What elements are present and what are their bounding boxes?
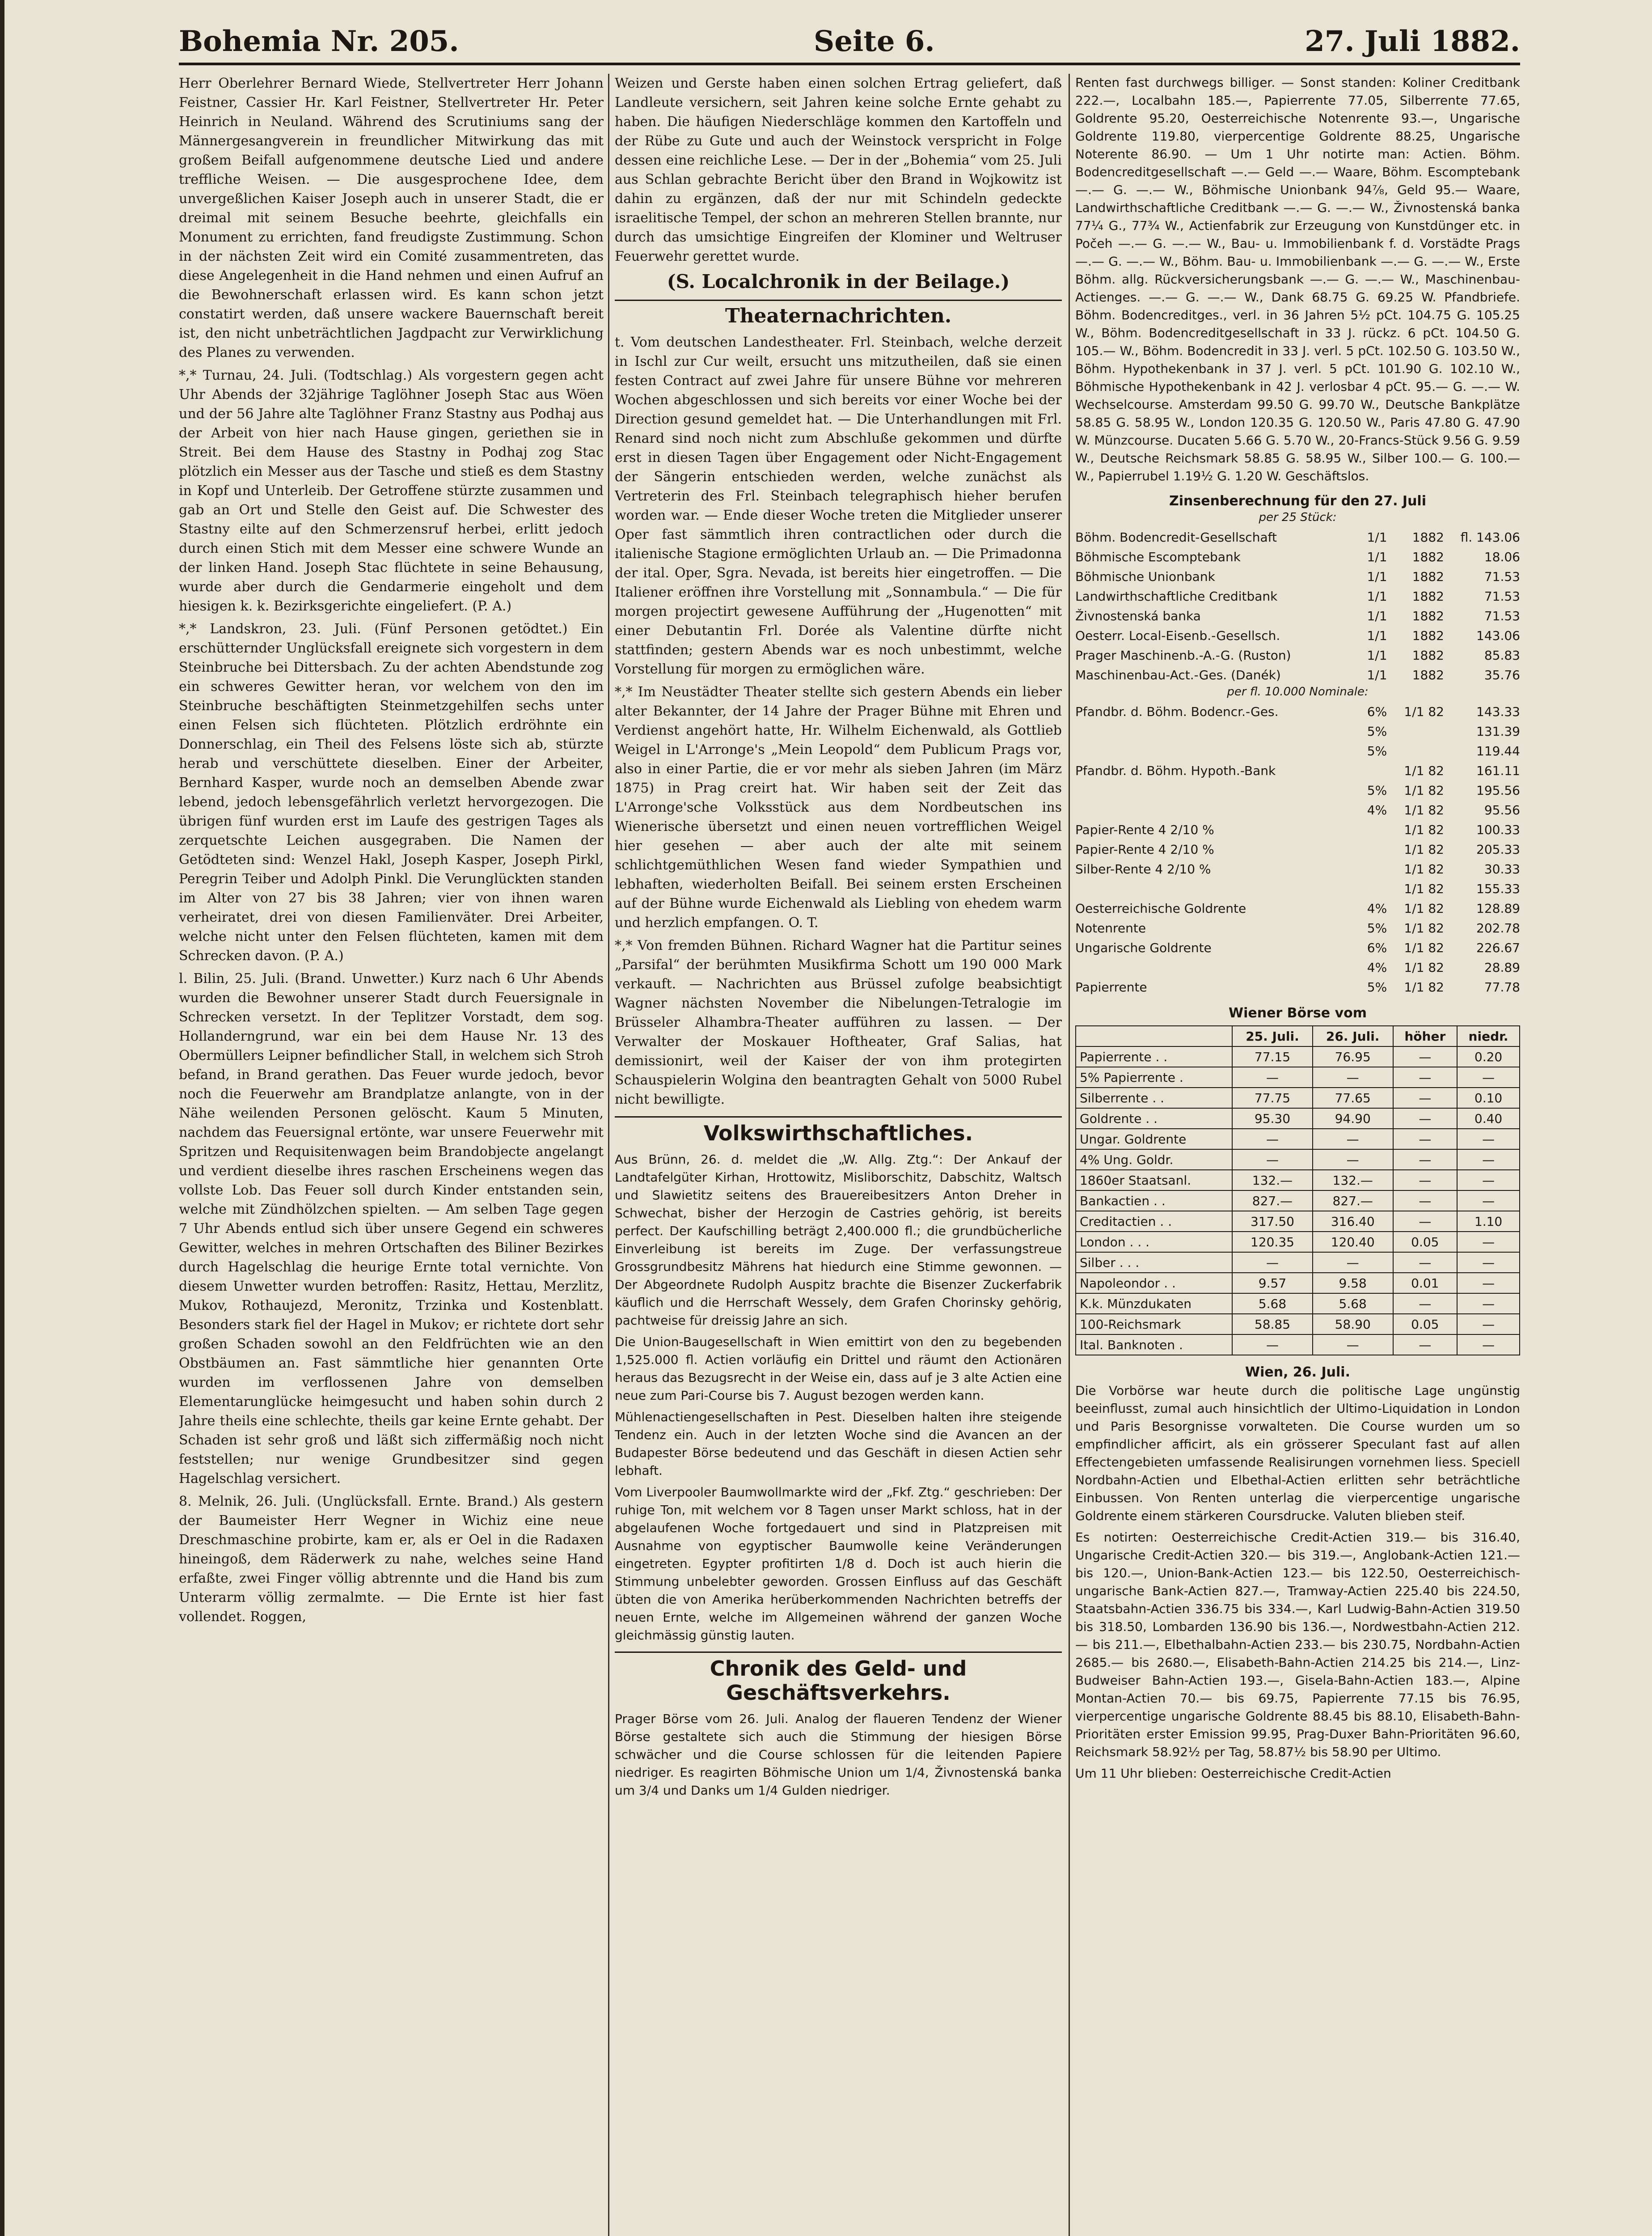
article-muehlenactien: Mühlenactiengesellschaften in Pest. Dieselben halten ihre steigende Tendenz ein. Auch in der letzten Woche sind die Avancen an der Budapester Börse bedeutend und das Geschäft in diesen Actien sehr lebhaft. bbox=[615, 1410, 1062, 1478]
article-paragraph: Weizen und Gerste haben einen solchen Ertrag geliefert, daß Landleute versichern, seit Jahren keine solche Ernte gehabt zu haben. Die häufigen Niederschläge kommen den Kartoffeln und der Rübe zu Gute und auch der Weinstock verspricht in Folge dessen eine reichliche Lese. — Der in der „Bohemia“ vom 25. Juli aus Schlan gebrachte Bericht über den Brand in Wojkowitz ist dahin zu ergänzen, daß der nur mit Schindeln gedeckte israelitische Tempel, der schon an mehreren Stellen brannte, nur durch das umsichtige Eingreifen der Klominer und Weltruser Feuerwehr gerettet wurde. bbox=[615, 76, 1062, 264]
interest-name: Ungarische Goldrente bbox=[1075, 940, 1212, 955]
interest-row bbox=[1075, 938, 1520, 958]
interest-fraction: 1/1 bbox=[1367, 628, 1387, 643]
boerse-row bbox=[1076, 1252, 1520, 1273]
beilage-note: (S. Localchronik in der Beilage.) bbox=[667, 271, 1010, 292]
interest-name: Silber-Rente 4 2/10 % bbox=[1075, 862, 1211, 877]
boerse-value: — bbox=[1457, 1149, 1520, 1170]
interest-fraction: 5% bbox=[1367, 783, 1387, 798]
wien-paragraph: Um 11 Uhr blieben: Oesterreichische Credit-Actien bbox=[1075, 1766, 1391, 1781]
boerse-value: 95.30 bbox=[1232, 1108, 1313, 1129]
boerse-security-name: K.k. Münzdukaten bbox=[1076, 1293, 1232, 1314]
column-1 bbox=[179, 74, 604, 2236]
interest-row bbox=[1075, 761, 1520, 781]
column-2 bbox=[615, 74, 1062, 2236]
interest-row bbox=[1075, 840, 1520, 860]
interest-row bbox=[1075, 781, 1520, 800]
interest-row bbox=[1075, 606, 1520, 626]
boerse-value: — bbox=[1393, 1170, 1458, 1190]
boerse-value: — bbox=[1313, 1067, 1393, 1088]
section-economy-heading: Volkswirthschaftliches. bbox=[615, 1116, 1062, 1145]
interest-fraction: 1/1 bbox=[1367, 530, 1387, 545]
boerse-value: 120.35 bbox=[1232, 1232, 1313, 1252]
boerse-security-name: Bankactien . . bbox=[1076, 1190, 1232, 1211]
interest-fraction: 5% bbox=[1367, 724, 1387, 739]
interest-year: 1/1 82 bbox=[1404, 901, 1444, 916]
interest-name bbox=[1075, 800, 1364, 820]
boerse-value: 132.— bbox=[1232, 1170, 1313, 1190]
boerse-row bbox=[1076, 1314, 1520, 1334]
boerse-value: 316.40 bbox=[1313, 1211, 1393, 1232]
boerse-row bbox=[1076, 1046, 1520, 1067]
interest-value: 18.06 bbox=[1484, 550, 1520, 564]
interest-year: 1882 bbox=[1412, 550, 1444, 564]
interest-name: Papierrente bbox=[1075, 980, 1147, 995]
boerse-security-name: Creditactien . . bbox=[1076, 1211, 1232, 1232]
interest-row bbox=[1075, 899, 1520, 919]
interest-fraction: 1/1 bbox=[1367, 668, 1387, 682]
boerse-security-name: Silber . . . bbox=[1076, 1252, 1232, 1273]
interest-value: 35.76 bbox=[1484, 668, 1520, 682]
wien-report-heading: Wien, 26. Juli. bbox=[1245, 1364, 1350, 1380]
interest-row bbox=[1075, 567, 1520, 587]
boerse-value: — bbox=[1313, 1149, 1393, 1170]
boerse-security-name: London . . . bbox=[1076, 1232, 1232, 1252]
interest-year: 1882 bbox=[1412, 628, 1444, 643]
boerse-row bbox=[1076, 1334, 1520, 1355]
interest-row bbox=[1075, 665, 1520, 685]
boerse-value: 0.01 bbox=[1393, 1273, 1458, 1293]
page-header bbox=[179, 25, 1520, 67]
interest-year: 1/1 82 bbox=[1404, 822, 1444, 837]
boerse-row bbox=[1076, 1293, 1520, 1314]
boerse-column-header: 25. Juli. bbox=[1232, 1026, 1313, 1046]
boerse-value: — bbox=[1457, 1067, 1520, 1088]
interest-row bbox=[1075, 702, 1520, 722]
interest-name: Papier-Rente 4 2/10 % bbox=[1075, 822, 1214, 837]
boerse-value: 76.95 bbox=[1313, 1046, 1393, 1067]
boerse-value: — bbox=[1232, 1067, 1313, 1088]
interest-year: 1/1 82 bbox=[1404, 862, 1444, 877]
boerse-value: 9.57 bbox=[1232, 1273, 1313, 1293]
interest-row bbox=[1075, 646, 1520, 665]
article-landestheater: t. Vom deutschen Landestheater. Frl. Steinbach, welche derzeit in Ischl zur Cur weilt, ersucht uns mitzutheilen, daß sie einen festen Contract auf zwei Jahre für unsere Bühne vor mehreren Wochen abgeschlossen und sich bereits vor einer Woche bei der Direction gesund gemeldet hat. — Die Unterhandlungen mit Frl. Renard sind noch nicht zum Abschluße gekommen und dürfte erst in diesen Tagen über Engagement oder Nicht-Engagement der Sängerin entschieden werden, welche zunächst als Vertreterin des Frl. Steinbach telegraphisch hieher berufen worden war. — Ende dieser Woche treten die Mitglieder unserer Oper fast sämmtlich ihren contractlichen oder durch die italienische Stagione ermöglichten Urlaub an. — Die Primadonna der ital. Oper, Sgra. Nevada, ist bereits hier eingetroffen. — Die Italiener eröffnen ihre Vorstellung mit „Sonnambula.“ — Die für morgen projectirt gewesene Aufführung der „Hugenotten“ mit einer Debutantin Frl. Dorée als Valentine dürfte nicht stattfinden; gestern Abends war es noch unbestimmt, welche Vorstellung für morgen zu ermöglichen wäre. bbox=[615, 335, 1062, 677]
interest-value: 128.89 bbox=[1476, 901, 1520, 916]
interest-year: 1/1 82 bbox=[1404, 704, 1444, 719]
wien-paragraph: Es notirten: Oesterreichische Credit-Actien 319.— bis 316.40, Ungarische Credit-Actien 320.— bis 319.—, Anglobank-Actien 121.— bis 120.—, Union-Bank-Actien 123.— bis 122.50, Oesterreichisch-ungarische Bank-Actien 827.—, Tramway-Actien 225.40 bis 224.50, Staatsbahn-Actien 336.75 bis 334.—, Karl Ludwig-Bahn-Actien 319.50 bis 318.50, Lombarden 136.90 bis 136.—, Nordwestbahn-Actien 212.— bis 211.—, Elbethalbahn-Actien 233.— bis 230.75, Nordbahn-Actien 2685.— bis 2680.—, Elisabeth-Bahn-Actien 214.25 bis 214.—, Linz-Budweiser Bahn-Actien 193.—, Gisela-Bahn-Actien 183.—, Alpine Montan-Actien 70.— bis 69.75, Papierrente 77.15 bis 76.95, vierpercentige ungarische Goldrente 88.45 bis 88.10, Elisabeth-Bahn-Prioritäten erster Emission 99.95, Prag-Duxer Bahn-Prioritäten 96.60, Reichsmark 58.92½ per Tag, 58.87½ bis 58.90 per Ultimo. bbox=[1075, 1530, 1520, 1759]
boerse-row bbox=[1076, 1067, 1520, 1088]
interest-value: 28.89 bbox=[1484, 960, 1520, 975]
interest-year: 1/1 82 bbox=[1404, 881, 1444, 896]
article-bruenn: Aus Brünn, 26. d. meldet die „W. Allg. Ztg.“: Der Ankauf der Landtafelgüter Kirhan, Hrottowitz, Misliborschitz, Dabschitz, Waltsch und Slawietitz seitens des Brauereibesitzers Anton Dreher in Schwechat, bisher der Herzogin de Castries gehörig, ist bereits perfect. Der Kaufschilling beträgt 2,400.000 fl.; die grundbücherliche Einverleibung ist bereits im Zuge. Der verfassungstreue Grossgrundbesitz Mährens hat hiedurch eine Stimme gewonnen. — Der Abgeordnete Rudolph Auspitz brachte die Bisenzer Zuckerfabrik käuflich und die Herrschaft Wessely, dem Grafen Chorinsky gehörig, pachtweise für dreissig Jahre an sich. bbox=[615, 1152, 1062, 1328]
boerse-value: — bbox=[1313, 1252, 1393, 1273]
wien-paragraph: Die Vorbörse war heute durch die politische Lage ungünstig beeinflusst, zumal auch hinsichtlich der Ultimo-Liquidation in London und Paris Besorgnisse vorwalteten. Die Course wurden um so empfindlicher afficirt, als ein grösserer Speculant fast auf allen Effectengebieten umfassende Realisirungen vornehmen liess. Speciell Nordbahn-Actien und Elbethal-Actien erlitten sehr beträchtliche Einbussen. Von Renten unterlag die vierpercentige ungarische Goldrente einem stärkeren Coursdrucke. Valuten blieben steif. bbox=[1075, 1383, 1520, 1523]
interest-name: Landwirthschaftliche Creditbank bbox=[1075, 589, 1278, 604]
interest-name: Prager Maschinenb.-A.-G. (Ruston) bbox=[1075, 648, 1291, 663]
interest-row bbox=[1075, 978, 1520, 997]
boerse-value: — bbox=[1393, 1067, 1458, 1088]
boerse-value: 0.05 bbox=[1393, 1314, 1458, 1334]
boerse-value: 317.50 bbox=[1232, 1211, 1313, 1232]
interest-year: 1/1 82 bbox=[1404, 940, 1444, 955]
boerse-row bbox=[1076, 1088, 1520, 1108]
boerse-row bbox=[1076, 1190, 1520, 1211]
boerse-value: 827.— bbox=[1232, 1190, 1313, 1211]
boerse-value: 120.40 bbox=[1313, 1232, 1393, 1252]
interest-year: 1/1 82 bbox=[1404, 980, 1444, 995]
interest-row bbox=[1075, 800, 1520, 820]
boerse-value: — bbox=[1393, 1088, 1458, 1108]
boerse-value: — bbox=[1393, 1149, 1458, 1170]
interest-name bbox=[1075, 741, 1364, 761]
interest-year: 1882 bbox=[1412, 668, 1444, 682]
interest-table-subheading: per 25 Stück: bbox=[1259, 511, 1337, 524]
boerse-value: — bbox=[1393, 1129, 1458, 1149]
header-date: 27. Juli 1882. bbox=[1305, 25, 1520, 58]
interest-fraction: 4% bbox=[1367, 803, 1387, 817]
boerse-value: 5.68 bbox=[1232, 1293, 1313, 1314]
interest-row bbox=[1075, 547, 1520, 567]
section-theater-heading: Theaternachrichten. bbox=[615, 300, 1062, 327]
interest-row bbox=[1075, 626, 1520, 646]
interest-row bbox=[1075, 741, 1520, 761]
boerse-value: — bbox=[1393, 1293, 1458, 1314]
boerse-column-header: 26. Juli. bbox=[1313, 1026, 1393, 1046]
boerse-value: — bbox=[1232, 1252, 1313, 1273]
interest-value: 100.33 bbox=[1476, 822, 1520, 837]
interest-name: Oesterreichische Goldrente bbox=[1075, 901, 1246, 916]
interest-value: 95.56 bbox=[1484, 803, 1520, 817]
interest-fraction: 1/1 bbox=[1367, 550, 1387, 564]
interest-row bbox=[1075, 919, 1520, 938]
scan-edge bbox=[0, 0, 4, 2236]
interest-fraction: 1/1 bbox=[1367, 648, 1387, 663]
boerse-security-name: Ital. Banknoten . bbox=[1076, 1334, 1232, 1355]
boerse-value: 58.85 bbox=[1232, 1314, 1313, 1334]
interest-year: 1/1 82 bbox=[1404, 842, 1444, 857]
section-chronik-heading: Chronik des Geld- und Geschäftsverkehrs. bbox=[615, 1652, 1062, 1705]
interest-value: 195.56 bbox=[1476, 783, 1520, 798]
interest-name: Böhmische Escomptebank bbox=[1075, 550, 1241, 564]
article-melnik: 8. Melnik, 26. Juli. (Unglücksfall. Ernte. Brand.) Als gestern der Baumeister Herr Wegner in Wichiz eine neue Dreschmaschine probirte, kam er, als er Oel in die Radaxen hineingoß, dem Räderwerk zu nahe, welches seine Hand erfaßte, zwei Finger völlig abtrennte und die Hand bis zum Unterarm völlig zermalmte. — Die Ernte ist hier fast vollendet. Roggen, bbox=[179, 1494, 604, 1625]
boerse-row bbox=[1076, 1170, 1520, 1190]
column-3 bbox=[1075, 74, 1520, 2236]
economy-section bbox=[615, 1151, 1062, 1644]
boerse-value: — bbox=[1457, 1273, 1520, 1293]
interest-table-subheading: per fl. 10.000 Nominale: bbox=[1227, 685, 1369, 699]
article-prager-boerse: Prager Börse vom 26. Juli. Analog der flaueren Tendenz der Wiener Börse gestaltete sich auch die Stimmung der hiesigen Börse schwächer und die Course schlossen für die leitenden Papiere niedriger. Es reagirten Böhmische Union um 1/4, Živnostenská banka um 3/4 und Danks um 1/4 Gulden niedriger. bbox=[615, 1711, 1062, 1798]
interest-year: 1/1 82 bbox=[1404, 960, 1444, 975]
boerse-value: — bbox=[1393, 1108, 1458, 1129]
boerse-value: 0.05 bbox=[1393, 1232, 1458, 1252]
boerse-value: 1.10 bbox=[1457, 1211, 1520, 1232]
boerse-value: 58.90 bbox=[1313, 1314, 1393, 1334]
interest-row bbox=[1075, 879, 1520, 899]
boerse-value: 77.75 bbox=[1232, 1088, 1313, 1108]
interest-row bbox=[1075, 820, 1520, 840]
boerse-column-header bbox=[1076, 1026, 1232, 1046]
interest-row bbox=[1075, 587, 1520, 606]
interest-fraction: 1/1 bbox=[1367, 589, 1387, 604]
interest-fraction bbox=[1364, 879, 1390, 899]
boerse-value: — bbox=[1457, 1232, 1520, 1252]
interest-value: 77.78 bbox=[1484, 980, 1520, 995]
interest-fraction: 6% bbox=[1367, 704, 1387, 719]
boerse-value: 5.68 bbox=[1313, 1293, 1393, 1314]
wien-report bbox=[1075, 1382, 1520, 1783]
interest-year: 1882 bbox=[1412, 648, 1444, 663]
interest-value: 143.33 bbox=[1476, 704, 1520, 719]
interest-year: 1882 bbox=[1412, 609, 1444, 623]
interest-name: Maschinenbau-Act.-Ges. (Danék) bbox=[1075, 668, 1281, 682]
boerse-value: — bbox=[1232, 1334, 1313, 1355]
interest-year: 1/1 82 bbox=[1404, 921, 1444, 936]
boerse-value: — bbox=[1313, 1129, 1393, 1149]
boerse-value: — bbox=[1457, 1314, 1520, 1334]
interest-fraction bbox=[1364, 860, 1390, 879]
interest-value: 119.44 bbox=[1476, 744, 1520, 758]
boerse-value: — bbox=[1393, 1334, 1458, 1355]
market-paragraph: Renten fast durchwegs billiger. — Sonst standen: Koliner Creditbank 222.—, Localbahn 185.—, Papierrente 77.05, Silberrente 77.65, Goldrente 95.20, Oesterreichische Notenrente 93.—, Ungarische Goldrente 119.80, vierpercentige Goldrente 88.25, Ungarische Noterente 86.90. — Um 1 Uhr notirte man: Actien. Böhm. Bodencreditgesellschaft —.— Geld —.— Waare, Böhm. Escomptebank —.— G. —.— W., Böhmische Unionbank 94⅞, Geld 95.— Waare, Landwirthschaftliche Creditbank —.— G. —.— W., Živnostenská banka 77¼ G., 77¾ W., Actienfabrik zur Erzeugung von Kunstdünger etc. in Počeh —.— G. —.— W., Bau- u. Immobilienbank f. d. Vorstädte Prags —.— G. —.— W., Böhm. Bau- u. Immobilienbank —.— G. —.— W., Erste Böhm. allg. Rückversicherungsbank —.— G. —.— W., Maschinenbau-Actienges. —.— G. —.— W., Dank 68.75 G. 69.25 W. Pfandbriefe. Böhm. Bodencreditges., verl. in 36 Jahren 5½ pCt. 104.75 G. 105.25 W., Böhm. Bodencreditgesellschaft in 33 J. rückz. 6 pCt. 104.50 G. 105.— W., Böhm. Bodencredit in 33 J. verl. 5 pCt. 102.50 G. 103.50 W., Böhm. Hypothekenbank in 37 J. verl. 5 pCt. 101.90 G. 102.10 W., Böhmische Hypothekenbank in 42 J. verlosbar 4 pCt. 95.— G. —.— W. Wechselcourse. Amsterdam 99.50 G. 99.70 W., Deutsche Bankplätze 58.85 G. 58.95 W., London 120.35 G. 120.50 W., Paris 47.80 G. 47.90 W. Münzcourse. Ducaten 5.66 G. 5.70 W., 20-Francs-Stück 9.56 G. 9.59 W., Deutsche Reichsmark 58.85 G. 58.95 W., Silber 100.— G. 100.— W., Papierrubel 1.19½ G. 1.20 W. Geschäftslos. bbox=[1075, 75, 1520, 483]
boerse-value: — bbox=[1313, 1334, 1393, 1355]
article-bilin: l. Bilin, 25. Juli. (Brand. Unwetter.) Kurz nach 6 Uhr Abends wurden die Bewohner unserer Stadt durch Feuersignale in Schrecken versetzt. In der Teplitzer Vorstadt, dem sog. Hollanderngrund, war ein bei dem Hause Nr. 13 des Obermüllers Leipner befindlicher Stall, in welchem sich Stroh befand, in Brand gerathen. Das Feuer wurde jedoch, bevor noch die Feuerwehr am Brandplatze anlangte, von in der Nähe weilenden Personen gelöscht. Kaum 5 Minuten, nachdem das Feuersignal ertönte, war unsere Feuerwehr mit Spritzen und Requisitenwagen beim Brandobjecte angelangt und verdient dieselbe ihres raschen Erscheinens wegen das vollste Lob. Das Feuer soll durch Kinder entstanden sein, welche mit Zündhölzchen spielten. — Am selben Tage gegen 7 Uhr Abends entlud sich über unsere Gegend ein schweres Gewitter, welches in mehren Ortschaften des Biliner Bezirkes durch Hagelschlag die heurige Ernte total vernichte. Von diesem Unwetter wurden betroffen: Rasitz, Hettau, Merzlitz, Mukov, Rothaujezd, Meronitz, Trzinka und Kostenblatt. Besonders stark fiel der Hagel in Mukov; er richtete dort sehr großen Schaden sowohl an den Feldfrüchten wie an den Obstbäumen an. Fast sämmtliche hier genannten Orte wurden im verflossenen Jahre von demselben Elementarunglücke heimgesucht und haben sohin durch 2 Jahre theils eine schlechte, theils gar keine Ernte gehabt. Der Schaden ist sehr groß und läßt sich ziffermäßig noch nicht feststellen; nur wenige Grundbesitzer sind gegen Hagelschlag versichert. bbox=[179, 971, 604, 1486]
wiener-boerse-table bbox=[1075, 1025, 1520, 1355]
boerse-column-header: niedr. bbox=[1457, 1026, 1520, 1046]
interest-year: 1882 bbox=[1412, 569, 1444, 584]
boerse-security-name: Goldrente . . bbox=[1076, 1108, 1232, 1129]
boerse-security-name: Ungar. Goldrente bbox=[1076, 1129, 1232, 1149]
boerse-value: 0.20 bbox=[1457, 1046, 1520, 1067]
article-fremde-buehnen: *,* Von fremden Bühnen. Richard Wagner hat die Partitur seines „Parsifal“ der berühmten Musikfirma Schott um 190 000 Mark verkauft. — Nachrichten aus Brüssel zufolge beabsichtigt Wagner nächsten November die Nibelungen-Tetralogie im Brüsseler Alhambra-Theater aufführen zu lassen. — Der Verwalter der Moskauer Hoftheater, Graf Salias, hat demissionirt, weil der Kaiser der von ihm protegirten Schauspielerin Wolgina den beantragten Gehalt von 5000 Rubel nicht bewilligte. bbox=[615, 938, 1062, 1107]
interest-row bbox=[1075, 528, 1520, 547]
interest-value: fl. 143.06 bbox=[1460, 530, 1520, 545]
interest-name bbox=[1075, 958, 1364, 978]
interest-fraction bbox=[1364, 820, 1390, 840]
interest-value: 155.33 bbox=[1476, 881, 1520, 896]
interest-name: Oesterr. Local-Eisenb.-Gesellsch. bbox=[1075, 628, 1280, 643]
boerse-security-name: 100-Reichsmark bbox=[1076, 1314, 1232, 1334]
interest-value: 71.53 bbox=[1484, 589, 1520, 604]
wiener-boerse-heading: Wiener Börse vom bbox=[1228, 1005, 1367, 1021]
interest-name: Böhm. Bodencredit-Gesellschaft bbox=[1075, 530, 1277, 545]
boerse-security-name: Papierrente . . bbox=[1076, 1046, 1232, 1067]
interest-table-heading: Zinsenberechnung für den 27. Juli bbox=[1169, 493, 1426, 509]
boerse-security-name: Napoleondor . . bbox=[1076, 1273, 1232, 1293]
interest-value: 85.83 bbox=[1484, 648, 1520, 663]
interest-row bbox=[1075, 958, 1520, 978]
header-page-number: Seite 6. bbox=[814, 25, 935, 58]
boerse-value: 132.— bbox=[1313, 1170, 1393, 1190]
interest-table-shares bbox=[1075, 528, 1520, 685]
interest-row bbox=[1075, 860, 1520, 879]
column-divider bbox=[1069, 74, 1070, 2236]
boerse-value: — bbox=[1457, 1334, 1520, 1355]
interest-name: Notenrente bbox=[1075, 921, 1146, 936]
interest-table-bonds bbox=[1075, 702, 1520, 997]
market-report bbox=[1075, 74, 1520, 485]
interest-row bbox=[1075, 722, 1520, 741]
article-turnau: *,* Turnau, 24. Juli. (Todtschlag.) Als vorgestern gegen acht Uhr Abends der 32jährige Taglöhner Joseph Stac aus Wöen und der 56 Jahre alte Taglöhner Franz Stastny aus Podhaj aus der Arbeit von hier nach Hause gingen, geriethen sie in Streit. Bei dem Hause des Stastny in Podhaj zog Stac plötzlich ein Messer aus der Tasche und stieß es dem Stastny in Kopf und Unterleib. Der Getroffene stürzte zusammen und gab an Ort und Stelle den Geist auf. Die Schwester des Stastny eilte auf den Schmerzensruf herbei, erlitt jedoch durch einen Stich mit dem Messer eine schwere Wunde an der linken Hand. Joseph Stac flüchtete in seine Behausung, wurde aber durch die Gendarmerie eingeholt und dem hiesigen k. k. Bezirksgerichte eingeliefert. (P. A.) bbox=[179, 368, 604, 614]
header-issue: Bohemia Nr. 205. bbox=[179, 25, 459, 58]
boerse-row bbox=[1076, 1211, 1520, 1232]
boerse-value: 0.40 bbox=[1457, 1108, 1520, 1129]
interest-value: 143.06 bbox=[1476, 628, 1520, 643]
interest-year bbox=[1390, 741, 1444, 761]
article-neustaedter-theater: *,* Im Neustädter Theater stellte sich gestern Abends ein lieber alter Bekannter, der 14 Jahre der Prager Bühne mit Ehren und Verdienst angehört hatte, Hr. Wilhelm Eichenwald, als Gottlieb Weigel in L'Arronge's „Mein Leopold“ dem Publicum Prags vor, also in einer Partie, die er vor mehr als sieben Jahren (im März 1875) in Prag creirt hat. Wir haben seit der Zeit das L'Arronge'sche Volksstück aus dem Nordbeutschen ins Wienerische übersetzt und einen neuen vortrefflichen Weigel hier gesehen — aber auch der alte mit seinem schlichtgemüthlichen Wesen fand wieder Sympathien und lebhaften, wiederholten Beifall. Bei seinem ersten Erscheinen auf der Bühne wurde Eichenwald als Liebling von ehedem warm und herzlich empfangen. O. T. bbox=[615, 684, 1062, 931]
boerse-value: 0.10 bbox=[1457, 1088, 1520, 1108]
header-rule bbox=[179, 63, 1520, 65]
interest-name: Böhmische Unionbank bbox=[1075, 569, 1215, 584]
boerse-security-name: 1860er Staatsanl. bbox=[1076, 1170, 1232, 1190]
boerse-security-name: 4% Ung. Goldr. bbox=[1076, 1149, 1232, 1170]
interest-fraction bbox=[1364, 761, 1390, 781]
boerse-row bbox=[1076, 1273, 1520, 1293]
boerse-value: — bbox=[1393, 1046, 1458, 1067]
boerse-security-name: Silberrente . . bbox=[1076, 1088, 1232, 1108]
interest-fraction: 5% bbox=[1367, 744, 1387, 758]
boerse-value: 77.15 bbox=[1232, 1046, 1313, 1067]
boerse-value: — bbox=[1457, 1129, 1520, 1149]
interest-year: 1/1 82 bbox=[1404, 803, 1444, 817]
interest-fraction: 4% bbox=[1367, 901, 1387, 916]
interest-year bbox=[1390, 722, 1444, 741]
interest-fraction: 4% bbox=[1367, 960, 1387, 975]
boerse-value: 77.65 bbox=[1313, 1088, 1393, 1108]
boerse-value: — bbox=[1393, 1211, 1458, 1232]
boerse-column-header: höher bbox=[1393, 1026, 1458, 1046]
interest-name bbox=[1075, 781, 1364, 800]
interest-name bbox=[1075, 722, 1364, 741]
interest-fraction: 1/1 bbox=[1367, 609, 1387, 623]
chronik-section bbox=[615, 1710, 1062, 1800]
interest-fraction: 5% bbox=[1367, 980, 1387, 995]
interest-value: 205.33 bbox=[1476, 842, 1520, 857]
article-liverpool: Vom Liverpooler Baumwollmarkte wird der „Fkf. Ztg.“ geschrieben: Der ruhige Ton, mit welchem vor 8 Tagen unser Markt schloss, hat in der abgelaufenen Woche fortgedauert und sind in Platzpreisen mit Ausnahme von egyptischer Baumwolle keine Veränderungen eingetreten. Egypter profitirten 1/8 d. Doch ist auch hierin die Stimmung unbelebter geworden. Grossen Einfluss auf das Geschäft übten die von Amerika herüberkommenden Nachrichten betreffs der neuen Ernte, welche im Allgemeinen während der ganzen Woche gleichmässig günstig lauten. bbox=[615, 1485, 1062, 1643]
interest-value: 161.11 bbox=[1476, 763, 1520, 778]
column-divider bbox=[608, 74, 609, 2236]
interest-value: 226.67 bbox=[1476, 940, 1520, 955]
interest-fraction: 1/1 bbox=[1367, 569, 1387, 584]
boerse-security-name: 5% Papierrente . bbox=[1076, 1067, 1232, 1088]
interest-name: Pfandbr. d. Böhm. Hypoth.-Bank bbox=[1075, 763, 1276, 778]
interest-value: 131.39 bbox=[1476, 724, 1520, 739]
boerse-value: — bbox=[1393, 1252, 1458, 1273]
boerse-row bbox=[1076, 1149, 1520, 1170]
interest-fraction: 6% bbox=[1367, 940, 1387, 955]
interest-value: 71.53 bbox=[1484, 609, 1520, 623]
interest-name: Pfandbr. d. Böhm. Bodencr.-Ges. bbox=[1075, 704, 1279, 719]
boerse-value: — bbox=[1457, 1190, 1520, 1211]
interest-year: 1/1 82 bbox=[1404, 783, 1444, 798]
boerse-value: 9.58 bbox=[1313, 1273, 1393, 1293]
boerse-value: — bbox=[1457, 1252, 1520, 1273]
interest-name: Papier-Rente 4 2/10 % bbox=[1075, 842, 1214, 857]
interest-name: Živnostenská banka bbox=[1075, 609, 1201, 623]
interest-value: 71.53 bbox=[1484, 569, 1520, 584]
interest-year: 1/1 82 bbox=[1404, 763, 1444, 778]
article-union-baugesellschaft: Die Union-Baugesellschaft in Wien emittirt von den zu begebenden 1,525.000 fl. Actien vorläufig ein Drittel und räumt den Actionären heraus das Bezugsrecht in der Weise ein, dass auf je 3 alte Actien eine neue zum Pari-Course bis 7. August bezogen werden kann. bbox=[615, 1334, 1062, 1403]
boerse-value: 827.— bbox=[1313, 1190, 1393, 1211]
boerse-value: — bbox=[1232, 1129, 1313, 1149]
interest-year: 1882 bbox=[1412, 530, 1444, 545]
interest-value: 202.78 bbox=[1476, 921, 1520, 936]
boerse-value: — bbox=[1393, 1190, 1458, 1211]
boerse-row bbox=[1076, 1108, 1520, 1129]
interest-fraction bbox=[1364, 840, 1390, 860]
interest-fraction: 5% bbox=[1367, 921, 1387, 936]
interest-year: 1882 bbox=[1412, 589, 1444, 604]
boerse-value: — bbox=[1457, 1170, 1520, 1190]
article-landskron: *,* Landskron, 23. Juli. (Fünf Personen getödtet.) Ein erschütternder Unglücksfall ereignete sich vorgestern in dem Steinbruche bei Dittersbach. Zu der achten Abendstunde zog ein schweres Gewitter heran, vor welchem von den im Steinbruche beschäftigten Steinmetzgehilfen sechs unter einen Felsen sich flüchteten. Plötzlich erdröhnte ein Donnerschlag, ein Theil des Felsens löste sich ab, stürzte herab und verschüttete dieselben. Einer der Arbeiter, Bernhard Kasper, wurde noch an demselben Abende zwar lebend, jedoch lebensgefährlich verletzt hervorgezogen. Die übrigen fünf wurden erst im Laufe des gestrigen Tages als zerquetschte Leichen ausgegraben. Die Namen der Getödteten sind: Wenzel Hakl, Joseph Kasper, Joseph Pirkl, Peregrin Teiber und Adolph Pinkl. Die Verunglückten standen im Alter von 27 bis 38 Jahren; vier von ihnen waren verheiratet, drei von diesen Familienväter. Drei Arbeiter, welche nicht unter den Felsen flüchteten, kamen mit dem Schrecken davon. (P. A.) bbox=[179, 621, 604, 964]
boerse-value: — bbox=[1457, 1293, 1520, 1314]
boerse-row bbox=[1076, 1129, 1520, 1149]
boerse-value: — bbox=[1232, 1149, 1313, 1170]
boerse-row bbox=[1076, 1232, 1520, 1252]
article-paragraph: Herr Oberlehrer Bernard Wiede, Stellvertreter Herr Johann Feistner, Cassier Hr. Karl Feistner, Stellvertreter Hr. Peter Heinrich in Neuland. Während des Scrutiniums sang der Männergesangverein in freundlicher Mitwirkung das mit großem Beifall aufgenommene deutsche Lied und andere treffliche Weisen. — Die ausgesprochene Idee, dem unvergeßlichen Kaiser Joseph auch in unserer Stadt, die er dreimal mit seinem Besuche beehrte, gleichfalls ein Monument zu errichten, fand freudigste Zustimmung. Schon in der nächsten Zeit wird ein Comité zusammentreten, das diese Angelegenheit in die Hand nehmen und einen Aufruf an die Bewohnerschaft erlassen wird. Es kann schon jetzt constatirt werden, daß unsere wackere Bauernschaft bereit ist, den nicht unbeträchtlichen Jagdpacht zur Verwirklichung des Planes zu verwenden. bbox=[179, 76, 604, 360]
interest-value: 30.33 bbox=[1484, 862, 1520, 877]
boerse-value: 94.90 bbox=[1313, 1108, 1393, 1129]
interest-name bbox=[1075, 879, 1364, 899]
